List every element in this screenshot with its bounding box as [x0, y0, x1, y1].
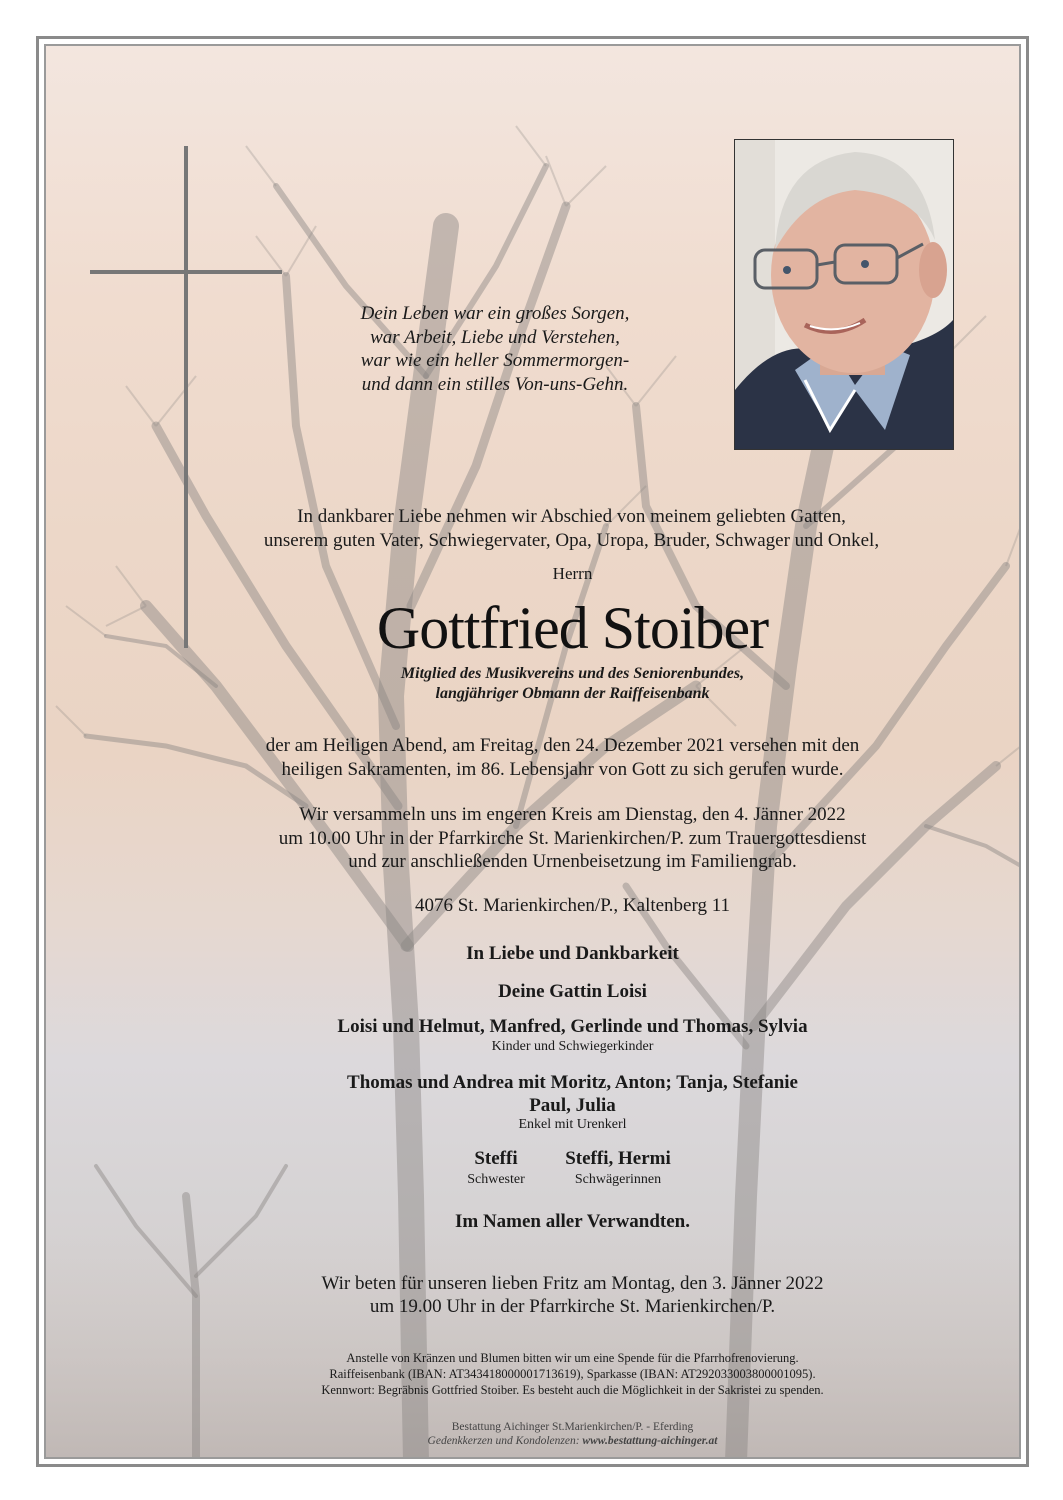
deceased-name: Gottfried Stoiber	[376, 595, 769, 661]
poem-line: war wie ein heller Sommermorgen-	[360, 350, 630, 371]
portrait-illustration	[735, 140, 953, 449]
poem-line: war Arbeit, Liebe und Verstehen,	[370, 326, 620, 348]
address: 4076 St. Marienkirchen/P., Kaltenberg 11	[414, 895, 731, 916]
death-notice	[0, 734, 1063, 781]
cross-horizontal-bar	[90, 270, 282, 274]
service-line: und zur anschließenden Urnenbeisetzung im Familiengrab.	[348, 851, 797, 872]
donation-line: Anstelle von Kränzen und Blumen bitten wir um eine Spende für die Pfarrhofrenovierung.	[346, 1351, 799, 1365]
grandchildren-names	[0, 1071, 1063, 1117]
sister-name: Steffi	[474, 1148, 518, 1169]
mourners-title: In Liebe und Dankbarkeit	[466, 943, 679, 964]
portrait-photo	[734, 139, 954, 450]
death-line: heiligen Sakramenten, im 86. Lebensjahr von Gott zu sich gerufen wurde.	[281, 758, 844, 780]
donation-line: Kennwort: Begräbnis Gottfried Stoiber. Es besteht auch die Möglichkeit in der Sakristei zu spenden.	[321, 1383, 824, 1397]
prayer-line: Wir beten für unseren lieben Fritz am Montag, den 3. Jänner 2022	[321, 1273, 824, 1294]
service-info	[0, 803, 1063, 874]
grandchildren-label: Enkel mit Urenkerl	[518, 1117, 627, 1132]
prayer-info	[0, 1272, 1063, 1318]
poem-line: Dein Leben war ein großes Sorgen,	[360, 303, 630, 324]
death-line: der am Heiligen Abend, am Freitag, den 24. Dezember 2021 versehen mit den	[265, 735, 860, 756]
role-line: Mitglied des Musikvereins und des Seniorenbundes,	[400, 665, 745, 682]
roles-text	[0, 664, 1063, 704]
donation-info	[0, 1350, 1063, 1398]
salutation: Herrn	[552, 564, 593, 583]
relatives-note: Im Namen aller Verwandten.	[454, 1211, 691, 1232]
condolence-line	[0, 1434, 1063, 1448]
grandchildren-line: Thomas und Andrea mit Moritz, Anton; Tanja, Stefanie	[347, 1072, 798, 1093]
sisters-in-law-block	[548, 1148, 688, 1188]
sister-label: Schwester	[467, 1172, 525, 1187]
service-line: um 10.00 Uhr in der Pfarrkirche St. Marienkirchen/P. zum Trauergottesdienst	[278, 827, 867, 849]
poem-line: und dann ein stilles Von-uns-Gehn.	[361, 373, 629, 395]
sister-block	[446, 1148, 546, 1188]
donation-line: Raiffeisenbank (IBAN: AT343418000001713619), Sparkasse (IBAN: AT292033003800001095).	[329, 1367, 816, 1381]
memorial-poem	[260, 302, 730, 396]
prayer-line: um 19.00 Uhr in der Pfarrkirche St. Marienkirchen/P.	[369, 1296, 776, 1317]
children-label: Kinder und Schwiegerkinder	[491, 1039, 654, 1054]
children-names: Loisi und Helmut, Manfred, Gerlinde und Thomas, Sylvia	[337, 1016, 808, 1037]
funeral-home-name: Bestattung Aichinger St.Marienkirchen/P. - Eferding	[451, 1421, 694, 1433]
service-line: Wir versammeln uns im engeren Kreis am Dienstag, den 4. Jänner 2022	[299, 804, 846, 825]
sisters-in-law-label: Schwägerinnen	[574, 1172, 662, 1187]
spouse-name: Deine Gattin Loisi	[498, 981, 647, 1002]
funeral-home-footer	[0, 1420, 1063, 1448]
role-line: langjähriger Obmann der Raiffeisenbank	[435, 685, 710, 702]
sisters-in-law-names: Steffi, Hermi	[565, 1148, 671, 1169]
intro-line: In dankbarer Liebe nehmen wir Abschied von meinem geliebten Gatten,	[297, 506, 846, 527]
grandchildren-line: Paul, Julia	[529, 1095, 616, 1116]
intro-line: unserem guten Vater, Schwiegervater, Opa, Uropa, Bruder, Schwager und Onkel,	[263, 529, 880, 551]
website-link[interactable]: www.bestattung-aichinger.at	[582, 1435, 718, 1447]
condolence-label: Gedenkkerzen und Kondolenzen:	[427, 1435, 583, 1447]
intro-text	[60, 505, 1063, 552]
